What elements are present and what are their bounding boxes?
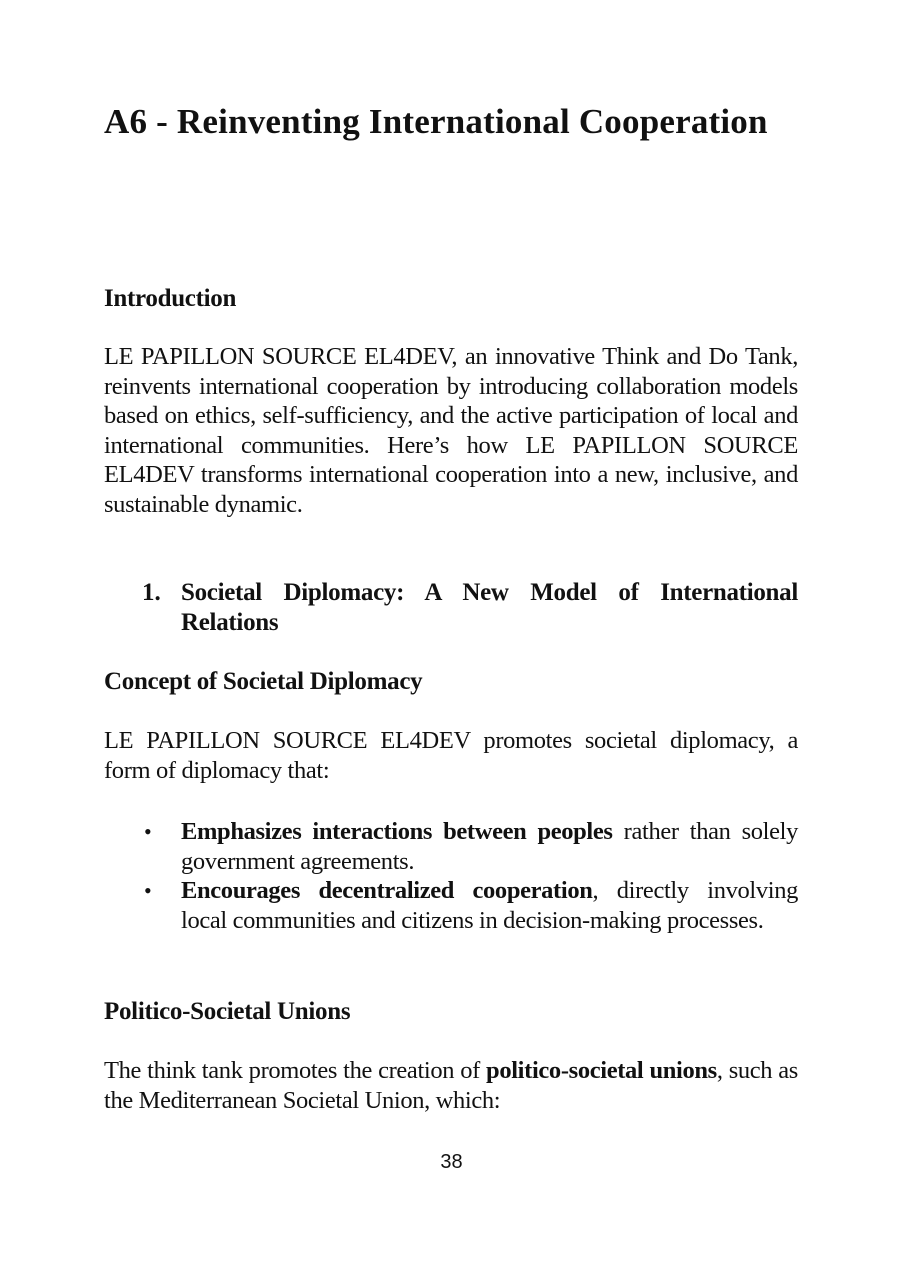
bullet-bold-text: Encourages decentralized cooperation: [181, 877, 593, 905]
list-number: 1.: [142, 579, 161, 606]
section-heading-unions: Politico-Societal Unions: [104, 998, 351, 1025]
bullet-text: , directly involving local communities and citizens in decision-making processes.: [181, 877, 799, 934]
list-item: [104, 817, 798, 876]
numbered-heading-societal-diplomacy: [142, 578, 798, 638]
bullet-icon: •: [144, 878, 152, 904]
unions-text-start: The think tank promotes the creation of: [104, 1057, 487, 1084]
concept-paragraph: LE PAPILLON SOURCE EL4DEV promotes societal diplomacy, a form of diplomacy that:: [104, 727, 798, 784]
bullet-icon: •: [144, 819, 152, 844]
page-number: 38: [440, 1151, 463, 1173]
chapter-title: A6 - Reinventing International Cooperation: [104, 102, 768, 141]
section-heading-introduction: Introduction: [104, 285, 237, 312]
introduction-paragraph: LE PAPILLON SOURCE EL4DEV, an innovative Think and Do Tank, reinvents international cooperation by introducing collaboration models based on ethics, self-sufficiency, and the active participation of local and international communities. Here’s how LE PAPILLON SOURCE EL4DEV transforms international cooperation into a new, inclusive, and sustainable dynamic.: [104, 343, 798, 518]
concept-bullet-list: [104, 817, 798, 935]
list-item: [104, 876, 798, 935]
unions-bold-text: politico-societal unions: [486, 1057, 717, 1084]
unions-text-end: , such as the Mediterranean Societal Union, which:: [104, 1057, 798, 1114]
numbered-heading-text: Societal Diplomacy: A New Model of International Relations: [181, 579, 798, 636]
bullet-bold-text: Emphasizes interactions between peoples: [181, 818, 613, 845]
unions-paragraph: [104, 1056, 798, 1115]
section-heading-concept: Concept of Societal Diplomacy: [104, 668, 423, 695]
bullet-text: rather than solely government agreements.: [181, 818, 798, 875]
